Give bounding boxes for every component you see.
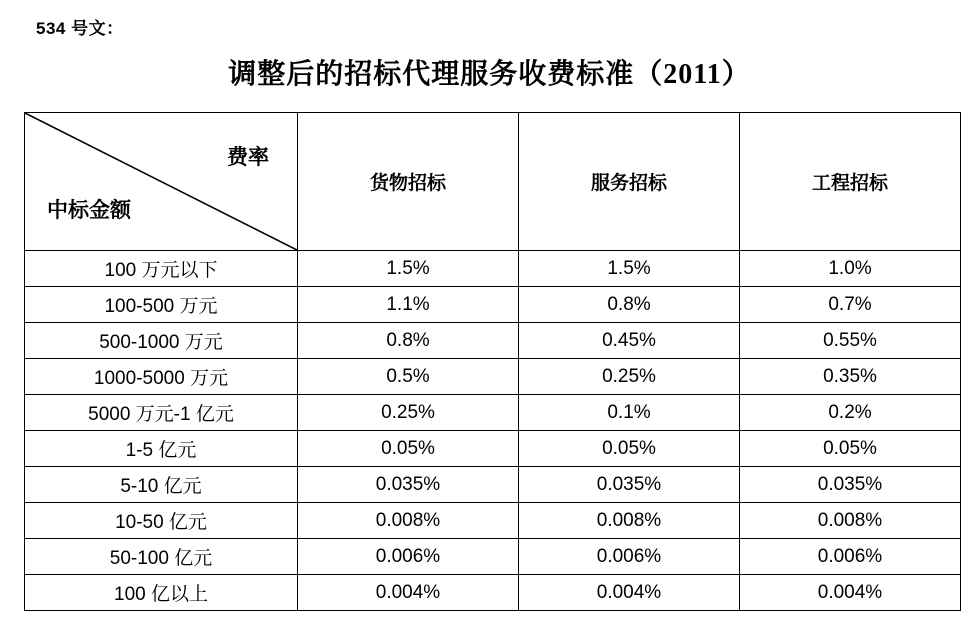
table-row: [25, 467, 961, 503]
cell-project-rate: 0.55%: [740, 323, 961, 359]
cell-service-rate: 0.45%: [519, 323, 740, 359]
table-body: [25, 113, 961, 611]
fee-standard-table-wrapper: [24, 112, 956, 611]
diagonal-divider-icon: [25, 113, 297, 250]
cell-goods-rate: 1.1%: [298, 287, 519, 323]
cell-project-rate: 0.004%: [740, 575, 961, 611]
cell-project-rate: 1.0%: [740, 251, 961, 287]
cell-project-rate: 0.7%: [740, 287, 961, 323]
table-row: [25, 359, 961, 395]
cell-goods-rate: 0.05%: [298, 431, 519, 467]
corner-inner: [25, 113, 297, 250]
row-amount-label: 100-500 万元: [25, 287, 298, 323]
document-reference: 534 号文：: [36, 19, 124, 38]
cell-goods-rate: 0.006%: [298, 539, 519, 575]
corner-amount-label: 中标金额: [47, 198, 131, 222]
cell-project-rate: 0.008%: [740, 503, 961, 539]
page-title: 调整后的招标代理服务收费标准（2011）: [228, 59, 751, 90]
row-amount-label: 1-5 亿元: [25, 431, 298, 467]
table-row: [25, 539, 961, 575]
cell-goods-rate: 0.035%: [298, 467, 519, 503]
cell-service-rate: 0.035%: [519, 467, 740, 503]
column-header-service: 服务招标: [519, 113, 740, 251]
cell-goods-rate: 1.5%: [298, 251, 519, 287]
cell-project-rate: 0.05%: [740, 431, 961, 467]
table-row: [25, 431, 961, 467]
cell-service-rate: 0.25%: [519, 359, 740, 395]
row-amount-label: 1000-5000 万元: [25, 359, 298, 395]
cell-goods-rate: 0.8%: [298, 323, 519, 359]
cell-project-rate: 0.006%: [740, 539, 961, 575]
cell-project-rate: 0.035%: [740, 467, 961, 503]
cell-project-rate: 0.2%: [740, 395, 961, 431]
fee-standard-table: [24, 112, 961, 611]
column-header-project: 工程招标: [740, 113, 961, 251]
cell-project-rate: 0.35%: [740, 359, 961, 395]
table-row: [25, 287, 961, 323]
cell-service-rate: 0.004%: [519, 575, 740, 611]
cell-goods-rate: 0.5%: [298, 359, 519, 395]
table-row: [25, 251, 961, 287]
table-header-row: [25, 113, 961, 251]
cell-goods-rate: 0.004%: [298, 575, 519, 611]
cell-service-rate: 1.5%: [519, 251, 740, 287]
cell-service-rate: 0.008%: [519, 503, 740, 539]
cell-service-rate: 0.006%: [519, 539, 740, 575]
row-amount-label: 500-1000 万元: [25, 323, 298, 359]
cell-service-rate: 0.05%: [519, 431, 740, 467]
cell-goods-rate: 0.25%: [298, 395, 519, 431]
cell-service-rate: 0.8%: [519, 287, 740, 323]
table-row: [25, 503, 961, 539]
row-amount-label: 5000 万元-1 亿元: [25, 395, 298, 431]
row-amount-label: 100 亿以上: [25, 575, 298, 611]
corner-rate-label: 费率: [227, 145, 269, 169]
row-amount-label: 5-10 亿元: [25, 467, 298, 503]
table-corner-cell: [25, 113, 298, 251]
cell-service-rate: 0.1%: [519, 395, 740, 431]
cell-goods-rate: 0.008%: [298, 503, 519, 539]
row-amount-label: 100 万元以下: [25, 251, 298, 287]
table-row: [25, 575, 961, 611]
row-amount-label: 50-100 亿元: [25, 539, 298, 575]
table-row: [25, 323, 961, 359]
column-header-goods: 货物招标: [298, 113, 519, 251]
row-amount-label: 10-50 亿元: [25, 503, 298, 539]
table-row: [25, 395, 961, 431]
